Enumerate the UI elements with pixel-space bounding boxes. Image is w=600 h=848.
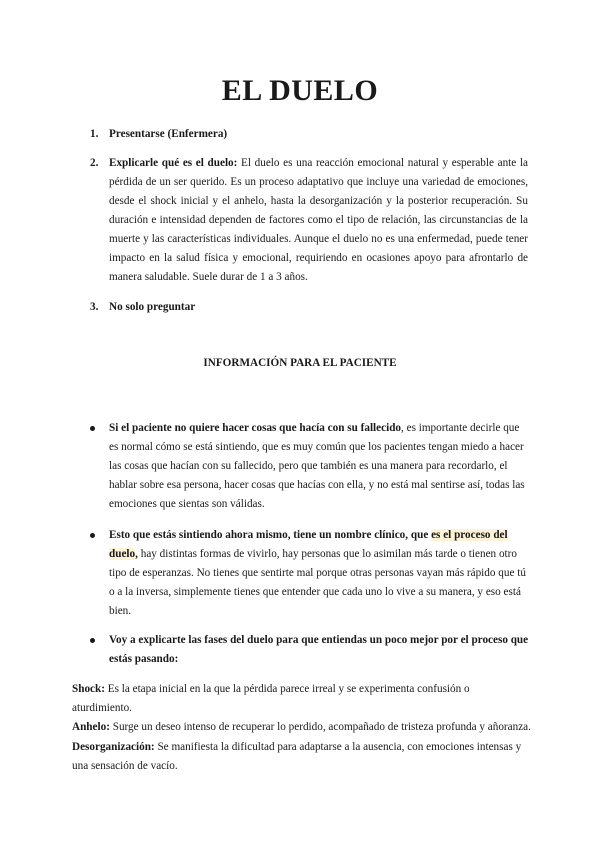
bullet-lead: Voy a explicarte las fases del duelo para que entiendas un poco mejor por el proceso que estás pasando:	[109, 634, 529, 665]
document-title: EL DUELO	[221, 74, 379, 107]
list-item-1	[90, 125, 528, 144]
bullet-text: , es importante decirle que es normal cómo se está sintiendo, que es muy común que los pacientes tengan miedo a hacer las cosas que hacían con su fallecido, pero que también es una manera para recordarlo, el hablar sobre esa persona, hacer cosas que hacías con ella, y no está mal sentirse así, todas las emociones que sientas son válidas.	[109, 422, 525, 510]
list-number: 1.	[90, 128, 99, 140]
bullet-lead: Si el paciente no quiere hacer cosas que hacía con su fallecido	[109, 422, 402, 434]
list-item-lead: No solo preguntar	[109, 301, 196, 313]
phase-text: Es la etapa inicial en la que la pérdida parece irreal y se experimenta confusión o aturdimiento.	[72, 683, 470, 714]
list-number: 2.	[90, 157, 99, 169]
phase-shock	[72, 680, 532, 718]
phase-text: Se manifiesta la dificultad para adaptarse a la ausencia, con emociones intensas y una sensación de vacío.	[72, 741, 522, 772]
list-item-lead: Explicarle qué es el duelo:	[109, 157, 238, 169]
list-item-2	[90, 154, 528, 287]
phase-name: Anhelo:	[72, 721, 110, 733]
list-item-text: El duelo es una reacción emocional natural y esperable ante la pérdida de un ser querido. Es un proceso adaptativo que incluye una variedad de emociones, desde el shock inicial y el anhelo, hasta la desorganización y la posterior recuperación. Su duración e intensidad dependen de factores como el tipo de relación, las circunstancias de la muerte y las características individuales. Aunque el duelo no es una enfermedad, puede tener impacto en la salud física y emocional, requiriendo en ocasiones apoyo para afrontarlo de manera saludable. Suele durar de 1 a 3 años.	[109, 157, 528, 283]
bullet-item-1	[90, 419, 530, 514]
bullet-item-3	[90, 631, 530, 669]
phase-anhelo	[72, 718, 532, 737]
list-number: 3.	[90, 301, 99, 313]
phase-text: Surge un deseo intenso de recuperar lo perdido, acompañado de tristeza profunda y añoranza.	[109, 721, 531, 733]
bullet-icon	[90, 638, 95, 643]
bullet-lead: Esto que estás sintiendo ahora mismo, tiene un nombre clínico, que	[109, 529, 432, 541]
bullet-icon	[90, 426, 95, 431]
bullet-lead-end: ,	[135, 548, 138, 560]
list-item-lead: Presentarse (Enfermera)	[109, 128, 228, 140]
bullet-item-2	[90, 526, 530, 621]
section-heading: INFORMACIÓN PARA EL PACIENTE	[203, 357, 397, 369]
bullet-icon	[90, 533, 95, 538]
list-item-3	[90, 298, 528, 317]
phase-name: Shock:	[72, 683, 105, 695]
highlighted-text: es el proceso del duelo	[109, 529, 508, 560]
bullet-text: hay distintas formas de vivirlo, hay personas que lo asimilan más tarde o tienen otro tipo de esperanzas. No tienes que sentirte mal porque otras personas vayan más rápido que tú o a la inversa, simplemente tienes que entender que cada uno lo vive a su manera, y eso está bien.	[109, 548, 526, 617]
phase-desorganizacion	[72, 738, 532, 776]
phase-name: Desorganización:	[72, 741, 155, 753]
